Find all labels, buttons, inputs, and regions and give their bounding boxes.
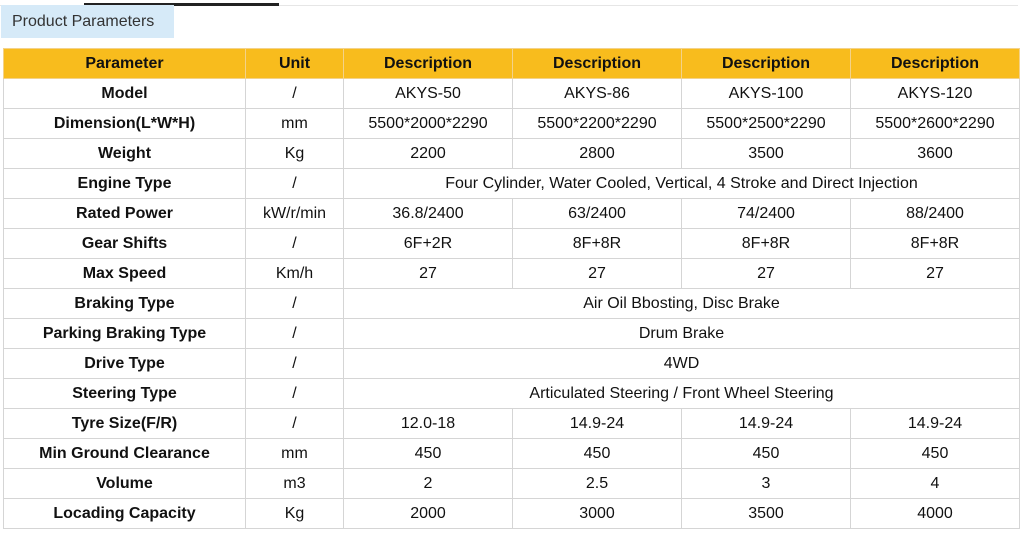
row-value: AKYS-100 [682, 79, 851, 109]
row-unit: / [246, 229, 344, 259]
row-merged-value: 4WD [344, 349, 1020, 379]
row-parameter: Steering Type [4, 379, 246, 409]
row-value: 3500 [682, 499, 851, 529]
row-value: 6F+2R [344, 229, 513, 259]
table-row [4, 469, 1020, 499]
row-parameter: Drive Type [4, 349, 246, 379]
row-merged-value: Articulated Steering / Front Wheel Steering [344, 379, 1020, 409]
row-value: 2200 [344, 139, 513, 169]
row-value: 450 [513, 439, 682, 469]
row-unit: mm [246, 439, 344, 469]
row-parameter: Volume [4, 469, 246, 499]
tab-product-parameters[interactable] [1, 5, 174, 38]
table-row [4, 289, 1020, 319]
row-value: 3500 [682, 139, 851, 169]
table-row [4, 109, 1020, 139]
row-parameter: Locading Capacity [4, 499, 246, 529]
row-value: 450 [682, 439, 851, 469]
row-value: 5500*2600*2290 [851, 109, 1020, 139]
row-value: AKYS-86 [513, 79, 682, 109]
row-parameter: Rated Power [4, 199, 246, 229]
row-unit: mm [246, 109, 344, 139]
row-value: AKYS-120 [851, 79, 1020, 109]
row-parameter: Tyre Size(F/R) [4, 409, 246, 439]
row-value: 14.9-24 [851, 409, 1020, 439]
table-row [4, 199, 1020, 229]
row-value: 5500*2500*2290 [682, 109, 851, 139]
parameters-table [3, 48, 1020, 529]
row-value: 14.9-24 [513, 409, 682, 439]
row-parameter: Min Ground Clearance [4, 439, 246, 469]
row-value: 27 [682, 259, 851, 289]
row-unit: / [246, 409, 344, 439]
row-unit: / [246, 289, 344, 319]
row-value: 88/2400 [851, 199, 1020, 229]
row-parameter: Max Speed [4, 259, 246, 289]
row-unit: Km/h [246, 259, 344, 289]
row-value: 27 [513, 259, 682, 289]
row-unit: Kg [246, 499, 344, 529]
row-unit: / [246, 379, 344, 409]
table-row [4, 349, 1020, 379]
row-value: 8F+8R [851, 229, 1020, 259]
row-value: 14.9-24 [682, 409, 851, 439]
header-description: Description [682, 49, 851, 79]
row-unit: / [246, 169, 344, 199]
tab-label: Product Parameters [12, 12, 155, 30]
row-parameter: Model [4, 79, 246, 109]
table-row [4, 229, 1020, 259]
row-value: 4000 [851, 499, 1020, 529]
row-parameter: Gear Shifts [4, 229, 246, 259]
table-row [4, 139, 1020, 169]
row-parameter: Parking Braking Type [4, 319, 246, 349]
row-parameter: Braking Type [4, 289, 246, 319]
table-row [4, 409, 1020, 439]
row-value: 450 [851, 439, 1020, 469]
header-parameter: Parameter [4, 49, 246, 79]
row-value: 74/2400 [682, 199, 851, 229]
row-value: 27 [851, 259, 1020, 289]
row-value: 27 [344, 259, 513, 289]
row-unit: Kg [246, 139, 344, 169]
row-value: 3000 [513, 499, 682, 529]
row-value: 3 [682, 469, 851, 499]
header-description: Description [851, 49, 1020, 79]
row-value: 2.5 [513, 469, 682, 499]
row-parameter: Engine Type [4, 169, 246, 199]
row-parameter: Dimension(L*W*H) [4, 109, 246, 139]
row-value: 36.8/2400 [344, 199, 513, 229]
row-value: 63/2400 [513, 199, 682, 229]
row-value: 2000 [344, 499, 513, 529]
table-row [4, 169, 1020, 199]
header-unit: Unit [246, 49, 344, 79]
table-header-row [4, 49, 1020, 79]
row-unit: / [246, 319, 344, 349]
row-value: 8F+8R [513, 229, 682, 259]
row-merged-value: Drum Brake [344, 319, 1020, 349]
table-row [4, 439, 1020, 469]
row-merged-value: Air Oil Bbosting, Disc Brake [344, 289, 1020, 319]
table-row [4, 499, 1020, 529]
row-unit: kW/r/min [246, 199, 344, 229]
row-value: 5500*2000*2290 [344, 109, 513, 139]
row-unit: / [246, 349, 344, 379]
row-parameter: Weight [4, 139, 246, 169]
row-value: 2800 [513, 139, 682, 169]
row-value: 8F+8R [682, 229, 851, 259]
header-description: Description [513, 49, 682, 79]
row-value: 4 [851, 469, 1020, 499]
row-unit: / [246, 79, 344, 109]
row-value: 12.0-18 [344, 409, 513, 439]
table-row [4, 379, 1020, 409]
header-description: Description [344, 49, 513, 79]
row-unit: m3 [246, 469, 344, 499]
table-row [4, 79, 1020, 109]
table-row [4, 319, 1020, 349]
row-value: 450 [344, 439, 513, 469]
row-merged-value: Four Cylinder, Water Cooled, Vertical, 4 Stroke and Direct Injection [344, 169, 1020, 199]
row-value: 2 [344, 469, 513, 499]
row-value: AKYS-50 [344, 79, 513, 109]
row-value: 3600 [851, 139, 1020, 169]
row-value: 5500*2200*2290 [513, 109, 682, 139]
table-row [4, 259, 1020, 289]
